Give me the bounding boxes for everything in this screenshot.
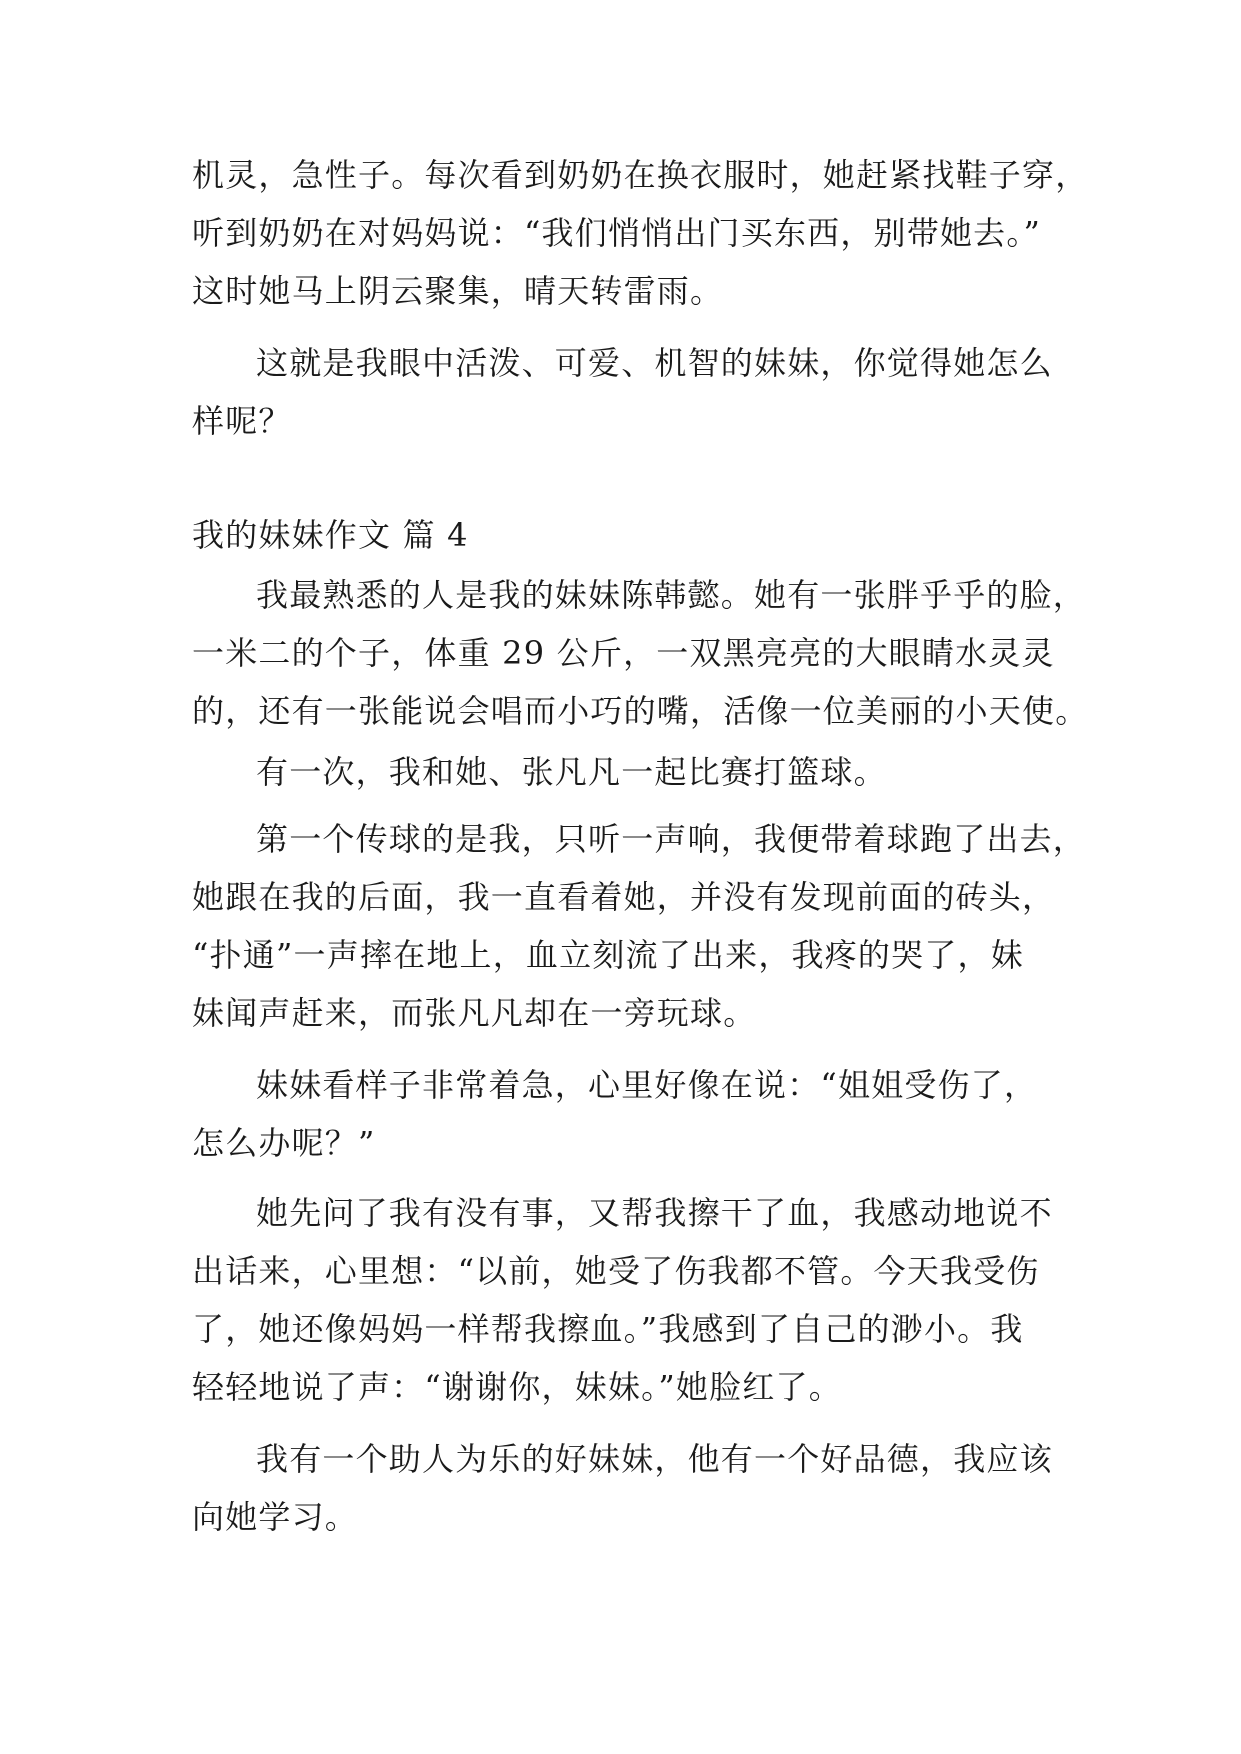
text-line: 轻轻地说了声：“谢谢你，妹妹。”她脸红了。 bbox=[192, 1368, 842, 1406]
paragraph-first-line: 妹妹看样子非常着急，心里好像在说：“姐姐受伤了， bbox=[256, 1066, 1038, 1104]
text-line: 这时她马上阴云聚集，晴天转雷雨。 bbox=[192, 272, 724, 310]
text-line: 的，还有一张能说会唱而小巧的嘴，活像一位美丽的小天使。 bbox=[192, 692, 1089, 730]
text-line: 一米二的个子，体重 29 公斤，一双黑亮亮的大眼睛水灵灵 bbox=[192, 634, 1055, 672]
paragraph-first-line: 第一个传球的是我，只听一声响，我便带着球跑了出去， bbox=[256, 820, 1087, 858]
paragraph-first-line: 我有一个助人为乐的好妹妹，他有一个好品德，我应该 bbox=[256, 1440, 1053, 1478]
section-heading: 我的妹妹作文 篇 4 bbox=[192, 516, 469, 554]
text-line: 机灵，急性子。每次看到奶奶在换衣服时，她赶紧找鞋子穿， bbox=[192, 156, 1089, 194]
text-line: 向她学习。 bbox=[192, 1498, 359, 1536]
text-line: 妹闻声赶来，而张凡凡却在一旁玩球。 bbox=[192, 994, 757, 1032]
paragraph-first-line: 这就是我眼中活泼、可爱、机智的妹妹，你觉得她怎么 bbox=[256, 344, 1053, 382]
text-line: 怎么办呢？” bbox=[192, 1124, 376, 1162]
text-line: 出话来，心里想：“以前，她受了伤我都不管。今天我受伤 bbox=[192, 1252, 1040, 1290]
text-line: 听到奶奶在对妈妈说：“我们悄悄出门买东西，别带她去。” bbox=[192, 214, 1042, 252]
paragraph-first-line: 她先问了我有没有事，又帮我擦干了血，我感动地说不 bbox=[256, 1194, 1053, 1232]
paragraph-first-line: 有一次，我和她、张凡凡一起比赛打篮球。 bbox=[256, 753, 887, 791]
text-line: 了，她还像妈妈一样帮我擦血。”我感到了自己的渺小。我 bbox=[192, 1310, 1024, 1348]
paragraph-first-line: 我最熟悉的人是我的妹妹陈韩懿。她有一张胖乎乎的脸， bbox=[256, 576, 1087, 614]
text-line: 她跟在我的后面，我一直看着她，并没有发现前面的砖头， bbox=[192, 878, 1056, 916]
text-line: “扑通”一声摔在地上，血立刻流了出来，我疼的哭了，妹 bbox=[192, 936, 1024, 974]
text-line: 样呢？ bbox=[192, 402, 292, 440]
